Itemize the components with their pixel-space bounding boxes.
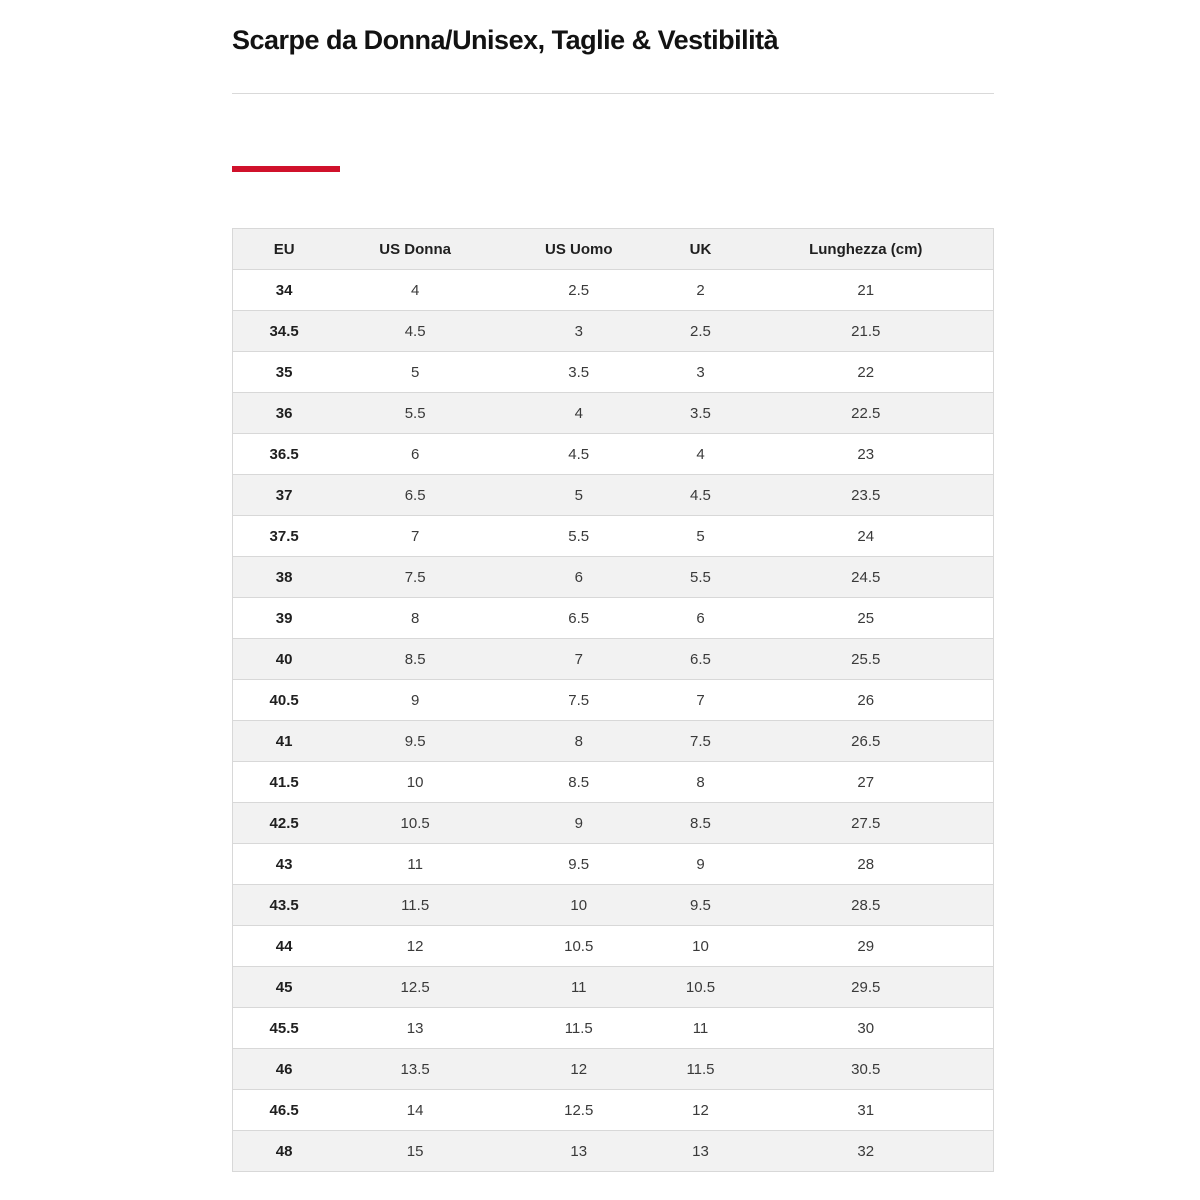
size-cell: 27.5 (739, 803, 994, 844)
size-cell: 12 (662, 1090, 738, 1131)
size-cell: 11 (335, 844, 495, 885)
eu-size-cell: 46.5 (233, 1090, 336, 1131)
size-cell: 7.5 (335, 557, 495, 598)
size-cell: 7 (662, 680, 738, 721)
size-cell: 6 (335, 434, 495, 475)
size-cell: 11 (662, 1008, 738, 1049)
column-header: Lunghezza (cm) (739, 229, 994, 270)
eu-size-cell: 36.5 (233, 434, 336, 475)
size-cell: 6.5 (495, 598, 662, 639)
size-cell: 13 (662, 1131, 738, 1172)
size-cell: 32 (739, 1131, 994, 1172)
size-cell: 27 (739, 762, 994, 803)
size-cell: 6 (662, 598, 738, 639)
table-row (233, 516, 994, 557)
size-cell: 24.5 (739, 557, 994, 598)
table-row (233, 680, 994, 721)
table-row (233, 598, 994, 639)
eu-size-cell: 37.5 (233, 516, 336, 557)
size-cell: 26 (739, 680, 994, 721)
size-cell: 28.5 (739, 885, 994, 926)
size-cell: 3.5 (662, 393, 738, 434)
eu-size-cell: 42.5 (233, 803, 336, 844)
table-row (233, 557, 994, 598)
size-cell: 3.5 (495, 352, 662, 393)
table-row (233, 352, 994, 393)
size-cell: 4 (335, 270, 495, 311)
size-cell: 5 (662, 516, 738, 557)
size-cell: 22.5 (739, 393, 994, 434)
size-cell: 23.5 (739, 475, 994, 516)
size-cell: 10.5 (662, 967, 738, 1008)
size-cell: 11.5 (335, 885, 495, 926)
size-cell: 10.5 (335, 803, 495, 844)
table-row (233, 803, 994, 844)
eu-size-cell: 46 (233, 1049, 336, 1090)
size-cell: 9.5 (662, 885, 738, 926)
table-row (233, 1131, 994, 1172)
size-cell: 21 (739, 270, 994, 311)
size-cell: 5.5 (495, 516, 662, 557)
eu-size-cell: 45.5 (233, 1008, 336, 1049)
size-cell: 12.5 (495, 1090, 662, 1131)
eu-size-cell: 43 (233, 844, 336, 885)
size-cell: 25.5 (739, 639, 994, 680)
eu-size-cell: 39 (233, 598, 336, 639)
eu-size-cell: 43.5 (233, 885, 336, 926)
eu-size-cell: 48 (233, 1131, 336, 1172)
size-cell: 4 (495, 393, 662, 434)
eu-size-cell: 41.5 (233, 762, 336, 803)
column-header: US Uomo (495, 229, 662, 270)
size-chart-table (232, 228, 994, 1172)
eu-size-cell: 35 (233, 352, 336, 393)
size-cell: 30.5 (739, 1049, 994, 1090)
eu-size-cell: 38 (233, 557, 336, 598)
size-cell: 5 (335, 352, 495, 393)
size-cell: 28 (739, 844, 994, 885)
size-cell: 4.5 (662, 475, 738, 516)
size-cell: 13 (335, 1008, 495, 1049)
table-row (233, 475, 994, 516)
size-cell: 12 (495, 1049, 662, 1090)
size-cell: 4.5 (495, 434, 662, 475)
size-cell: 30 (739, 1008, 994, 1049)
eu-size-cell: 34 (233, 270, 336, 311)
size-cell: 2.5 (662, 311, 738, 352)
size-cell: 8.5 (495, 762, 662, 803)
size-cell: 7.5 (495, 680, 662, 721)
table-row (233, 885, 994, 926)
eu-size-cell: 40.5 (233, 680, 336, 721)
page-title: Scarpe da Donna/Unisex, Taglie & Vestibilità (232, 25, 779, 55)
size-cell: 5.5 (335, 393, 495, 434)
size-cell: 24 (739, 516, 994, 557)
eu-size-cell: 34.5 (233, 311, 336, 352)
size-cell: 23 (739, 434, 994, 475)
size-cell: 8.5 (662, 803, 738, 844)
size-cell: 7 (335, 516, 495, 557)
table-header-row (233, 229, 994, 270)
size-cell: 9.5 (495, 844, 662, 885)
size-cell: 3 (662, 352, 738, 393)
title-divider (232, 93, 994, 94)
size-cell: 10.5 (495, 926, 662, 967)
size-cell: 22 (739, 352, 994, 393)
size-cell: 10 (662, 926, 738, 967)
table-row (233, 270, 994, 311)
size-cell: 9 (662, 844, 738, 885)
size-cell: 26.5 (739, 721, 994, 762)
size-cell: 2 (662, 270, 738, 311)
table-row (233, 639, 994, 680)
red-accent-bar (232, 166, 340, 172)
table-row (233, 967, 994, 1008)
table-row (233, 844, 994, 885)
table-row (233, 926, 994, 967)
eu-size-cell: 44 (233, 926, 336, 967)
size-cell: 12 (335, 926, 495, 967)
column-header: EU (233, 229, 336, 270)
size-cell: 13 (495, 1131, 662, 1172)
size-cell: 29.5 (739, 967, 994, 1008)
size-cell: 3 (495, 311, 662, 352)
size-cell: 4 (662, 434, 738, 475)
table-row (233, 1090, 994, 1131)
size-cell: 14 (335, 1090, 495, 1131)
table-row (233, 311, 994, 352)
size-cell: 4.5 (335, 311, 495, 352)
table-row (233, 721, 994, 762)
size-cell: 6.5 (335, 475, 495, 516)
size-cell: 8 (662, 762, 738, 803)
size-cell: 10 (495, 885, 662, 926)
size-cell: 6 (495, 557, 662, 598)
size-cell: 7 (495, 639, 662, 680)
size-cell: 7.5 (662, 721, 738, 762)
size-cell: 11 (495, 967, 662, 1008)
table-row (233, 1008, 994, 1049)
size-cell: 5 (495, 475, 662, 516)
size-cell: 25 (739, 598, 994, 639)
size-cell: 6.5 (662, 639, 738, 680)
size-cell: 29 (739, 926, 994, 967)
table-row (233, 434, 994, 475)
eu-size-cell: 41 (233, 721, 336, 762)
size-cell: 11.5 (495, 1008, 662, 1049)
size-cell: 8 (335, 598, 495, 639)
size-cell: 9 (335, 680, 495, 721)
size-cell: 21.5 (739, 311, 994, 352)
eu-size-cell: 37 (233, 475, 336, 516)
eu-size-cell: 45 (233, 967, 336, 1008)
size-cell: 5.5 (662, 557, 738, 598)
size-cell: 11.5 (662, 1049, 738, 1090)
size-cell: 8 (495, 721, 662, 762)
table-row (233, 393, 994, 434)
size-cell: 9.5 (335, 721, 495, 762)
table-row (233, 1049, 994, 1090)
eu-size-cell: 40 (233, 639, 336, 680)
size-cell: 8.5 (335, 639, 495, 680)
size-cell: 10 (335, 762, 495, 803)
size-cell: 15 (335, 1131, 495, 1172)
size-cell: 31 (739, 1090, 994, 1131)
eu-size-cell: 36 (233, 393, 336, 434)
size-cell: 2.5 (495, 270, 662, 311)
size-cell: 12.5 (335, 967, 495, 1008)
size-guide-section (232, 0, 994, 1172)
size-cell: 13.5 (335, 1049, 495, 1090)
table-body (233, 270, 994, 1172)
column-header: US Donna (335, 229, 495, 270)
size-cell: 9 (495, 803, 662, 844)
column-header: UK (662, 229, 738, 270)
table-row (233, 762, 994, 803)
